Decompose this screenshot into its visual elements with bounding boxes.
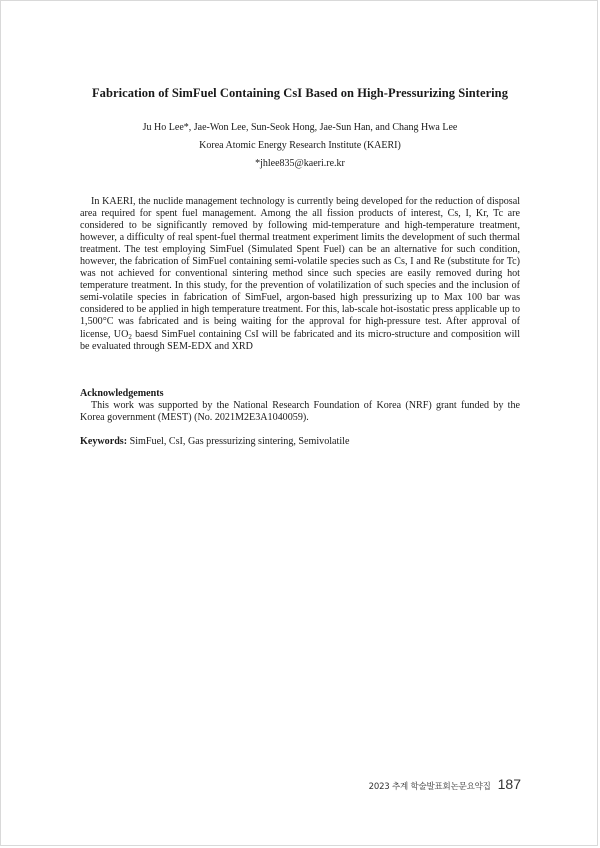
acknowledgements-heading: Acknowledgements (80, 388, 164, 399)
affiliation: Korea Atomic Energy Research Institute (KAERI) (199, 140, 401, 151)
keywords-label: Keywords: (80, 436, 128, 447)
page-number: 187 (497, 776, 521, 792)
abstract-text-end: baesd SimFuel containing CsI will be fabricated and its micro-structure and composition will be evaluated through SEM-EDX and XRD (80, 328, 520, 352)
keywords-line (80, 436, 520, 448)
author-list: Ju Ho Lee*, Jae-Won Lee, Sun-Seok Hong, Jae-Sun Han, and Chang Hwa Lee (142, 122, 458, 133)
proceedings-label: 2023 추계 학술발표회논문요약집 (368, 782, 491, 792)
abstract-text: In KAERI, the nuclide management technology is currently being developed for the reduction of disposal area required for spent fuel management. Among the all fission products of interest, Cs, I, Kr, Tc are considered to be significantly removed by following mid-temperature and high-temperature treatment, however, a difficulty of real spent-fuel thermal treatment experiment limits the development of such thermal treatment. The test employing SimFuel (Simulated Spent Fuel) can be an alternative for such condition, however, the fabrication of SimFuel containing semi-volatile species such as Cs, I and Re (substitute for Tc) was not achieved for conventional sintering method since such species are easily removed during hot temperature treatment. In this study, for the prevention of volatilization of such species and the inclusion of semi-volatile species in fabrication of SimFuel, argon-based high pressurizing up to Max 100 bar was considered to be applied in high temperature treatment. For this, lab-scale hot-isostatic press applicable up to 1,500°C was fabricated and is being waiting for the approval for high-pressure test. After approval of license, UO (80, 196, 520, 340)
abstract-paragraph (80, 196, 520, 353)
acknowledgements-text: This work was supported by the National Research Foundation of Korea (NRF) grant funded by the Korea government (MEST) (No. 2021M2E3A1040059). (80, 400, 520, 424)
abstract-subscript: 2 (128, 332, 132, 341)
acknowledgements-section (80, 388, 520, 425)
page-footer (369, 776, 521, 792)
contact-email: *jhlee835@kaeri.re.kr (255, 158, 345, 169)
paper-title: Fabrication of SimFuel Containing CsI Based on High-Pressurizing Sintering (91, 86, 508, 100)
abstract (80, 196, 520, 353)
keywords-text: SimFuel, CsI, Gas pressurizing sintering, Semivolatile (127, 436, 350, 447)
